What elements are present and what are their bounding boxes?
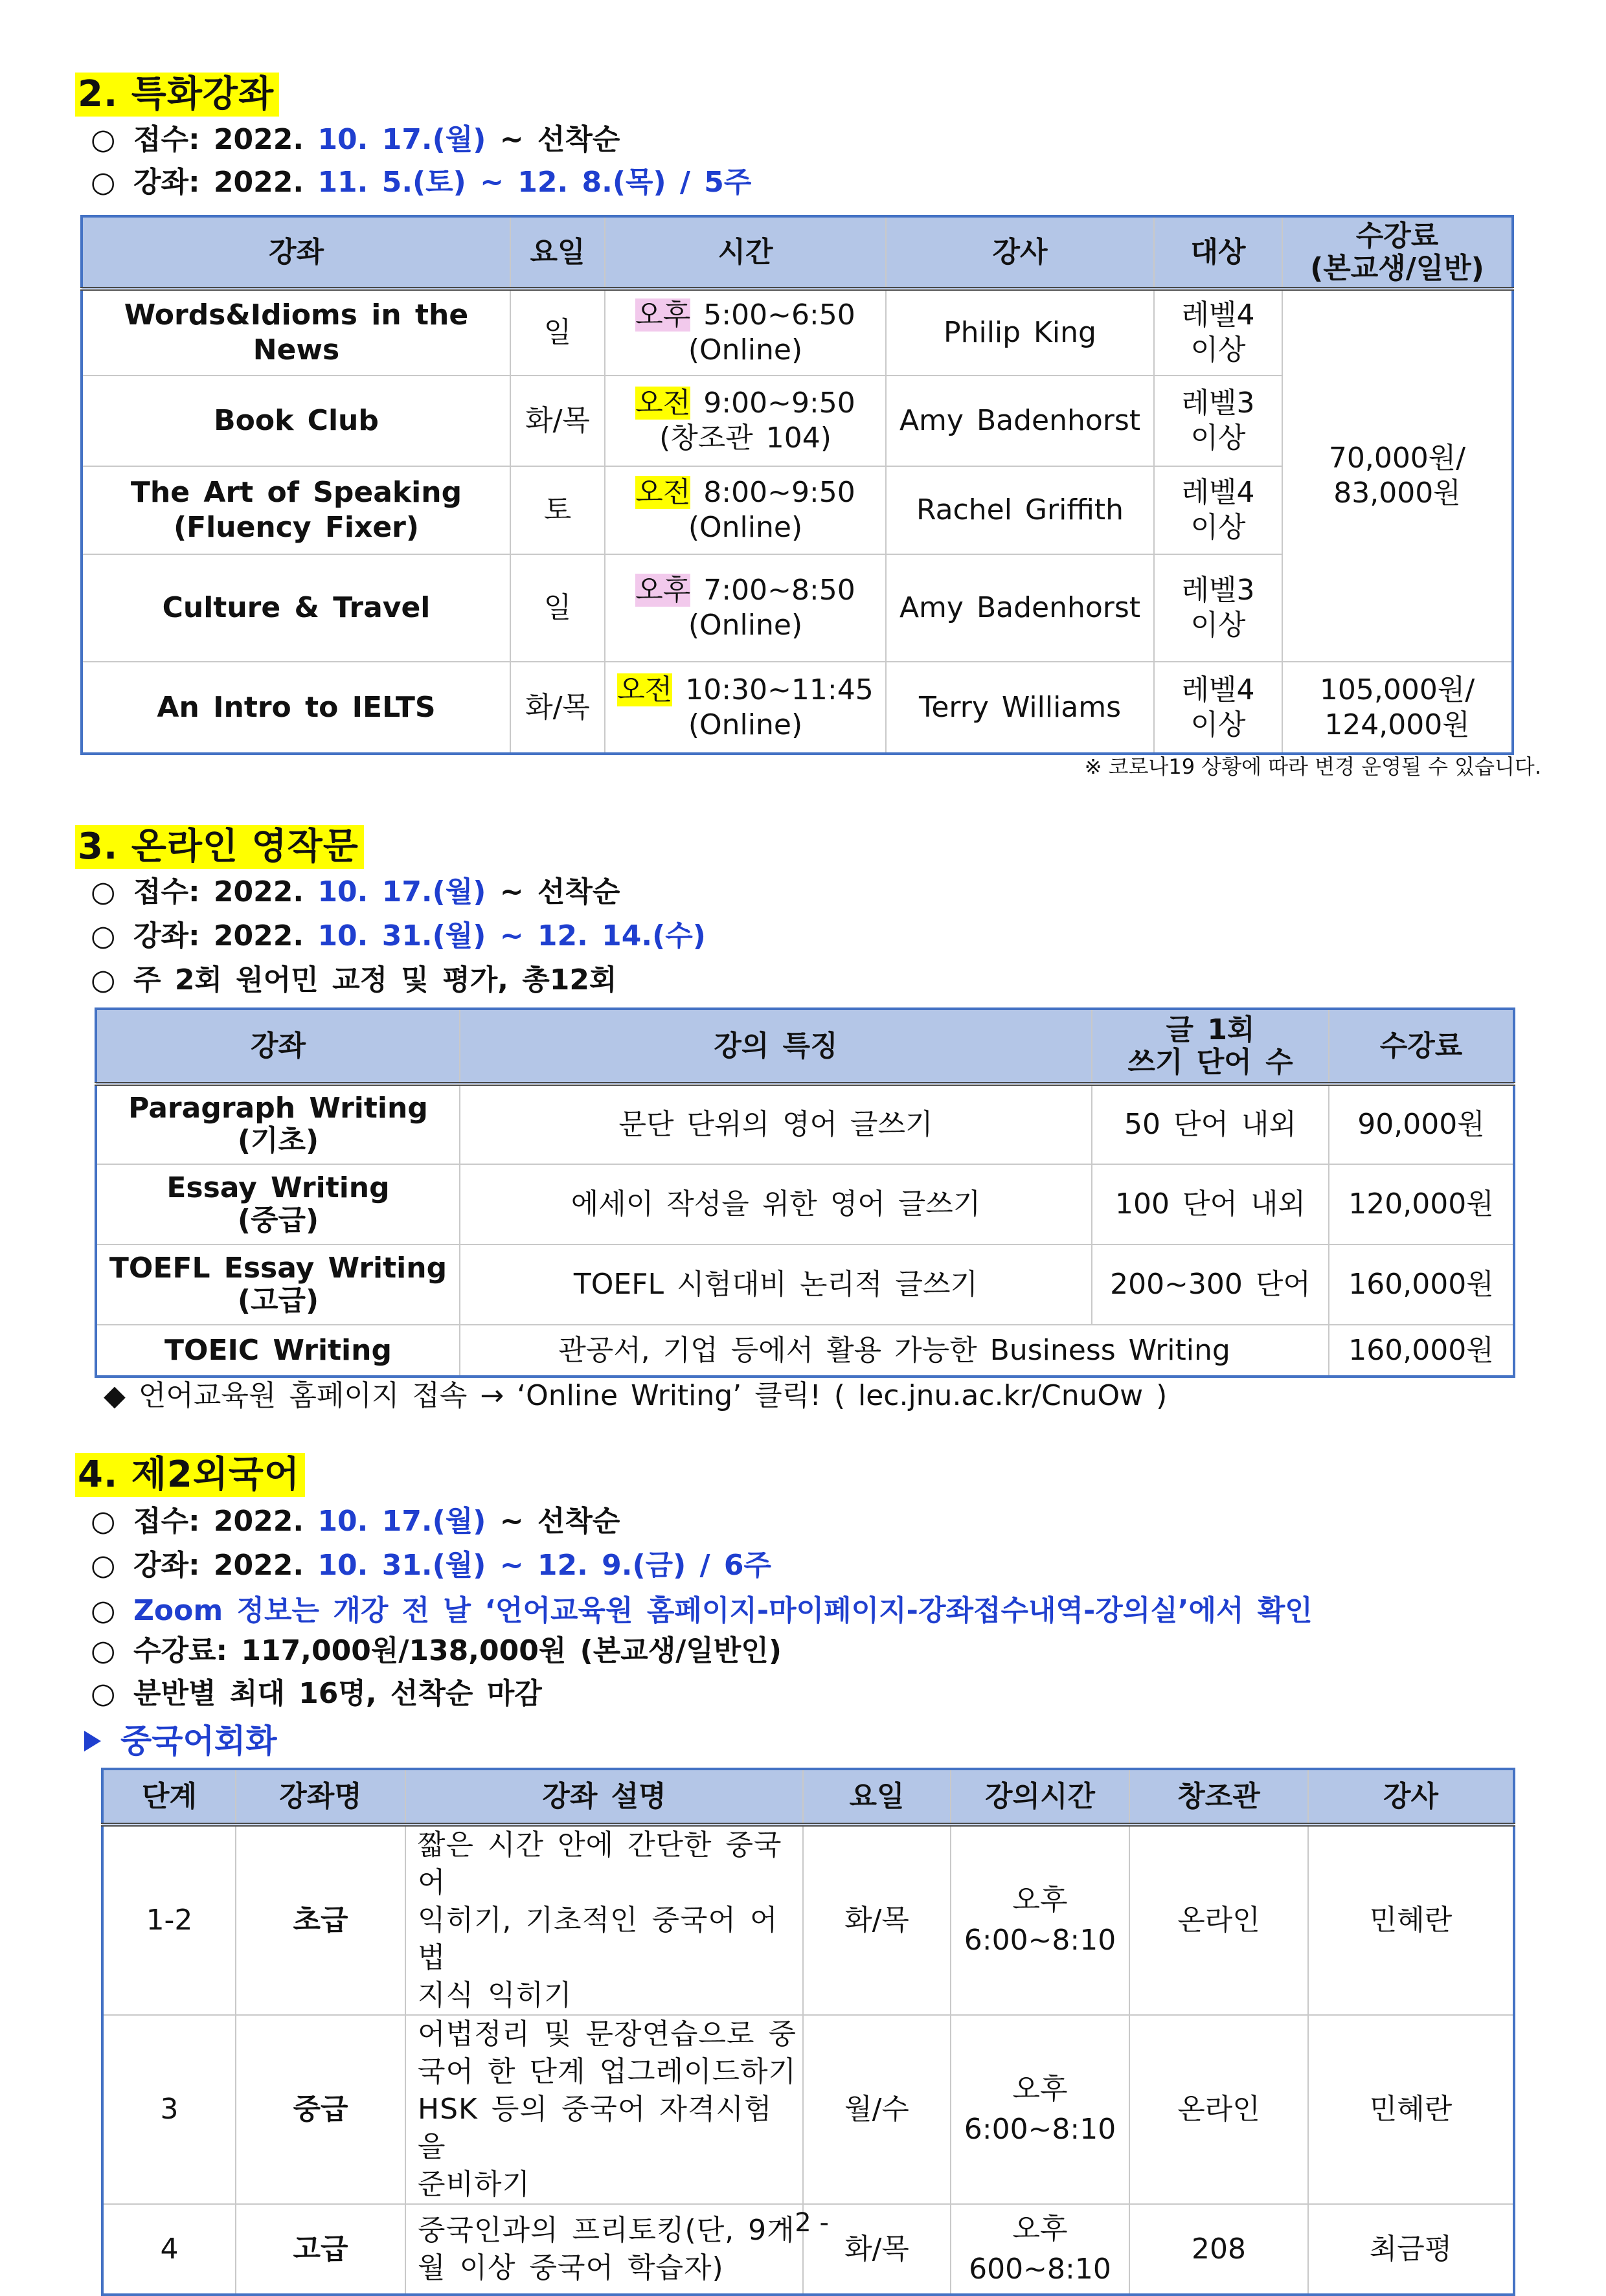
- course-desc: 어법정리 및 문장연습으로 중 국어 한 단계 업그레이드하기 HSK 등의 중국어 자격시험을 준비하기: [405, 2015, 803, 2204]
- s4-info-line: ○ 강좌: 2022. 10. 31.(월) ~ 12. 9.(금) / 6주: [91, 1549, 772, 1582]
- course-target: 레벨3 이상: [1154, 554, 1282, 662]
- col-header: 수강료: [1329, 1009, 1514, 1084]
- course-time: 오후 600~8:10: [951, 2204, 1129, 2295]
- s3-info-line: ○ 강좌: 2022. 10. 31.(월) ~ 12. 14.(수): [91, 919, 706, 952]
- course-day: 화/목: [803, 2204, 951, 2295]
- course-desc: 관공서, 기업 등에서 활용 가능한 Business Writing: [460, 1325, 1329, 1377]
- course-name: 고급: [236, 2204, 405, 2295]
- online-writing-link-line[interactable]: ◆ 언어교육원 홈페이지 접속 → ‘Online Writing’ 클릭! ( lec.jnu.ac.kr/CnuOw ): [104, 1379, 1168, 1412]
- course-teacher: 최금평: [1308, 2204, 1514, 2295]
- course-room: 온라인: [1129, 1825, 1308, 2015]
- section-3-title: 3. 온라인 영작문: [75, 825, 364, 869]
- course-fee: 120,000원: [1329, 1164, 1514, 1244]
- course-name: The Art of Speaking (Fluency Fixer): [82, 466, 510, 554]
- course-time: 오후 6:00~8:10: [951, 2015, 1129, 2204]
- course-day: 화/목: [803, 1825, 951, 2015]
- col-header: 글 1회 쓰기 단어 수: [1092, 1009, 1329, 1084]
- special-course-table: [80, 215, 1514, 755]
- course-teacher: Rachel Griffith: [886, 466, 1154, 554]
- word-count: 200~300 단어: [1092, 1244, 1329, 1325]
- course-name: An Intro to IELTS: [82, 662, 510, 754]
- col-header: 강사: [886, 216, 1154, 289]
- col-header: 강의 특징: [460, 1009, 1092, 1084]
- page-number: - 2 -: [777, 2208, 829, 2238]
- course-teacher: 민혜란: [1308, 1825, 1514, 2015]
- course-name: TOEFL Essay Writing (고급): [96, 1244, 460, 1325]
- course-day: 일: [510, 289, 605, 376]
- course-target: 레벨4 이상: [1154, 662, 1282, 754]
- course-name: Words&Idioms in the News: [82, 289, 510, 376]
- course-day: 토: [510, 466, 605, 554]
- course-name: Book Club: [82, 376, 510, 466]
- col-header: 요일: [510, 216, 605, 289]
- course-teacher: Amy Badenhorst: [886, 554, 1154, 662]
- col-header: 강좌명: [236, 1769, 405, 1825]
- course-day: 월/수: [803, 2015, 951, 2204]
- col-header: 강좌 설명: [405, 1769, 803, 1825]
- s4-zoom-line: ○ Zoom 정보는 개강 전 날 ‘언어교육원 홈페이지-마이페이지-강좌접수내역-강의실’에서 확인: [91, 1594, 1313, 1627]
- course-fee: 105,000원/ 124,000원: [1282, 662, 1513, 754]
- course-target: 레벨4 이상: [1154, 466, 1282, 554]
- course-desc: TOEFL 시험대비 논리적 글쓰기: [460, 1244, 1092, 1325]
- col-header: 강의시간: [951, 1769, 1129, 1825]
- col-header: 강사: [1308, 1769, 1514, 1825]
- section-4-title: 4. 제2외국어: [75, 1453, 305, 1497]
- course-time: 오전 9:00~9:50 (창조관 104): [605, 376, 886, 466]
- course-teacher: Philip King: [886, 289, 1154, 376]
- course-desc: 중국인과의 프리토킹(단, 9개 월 이상 중국어 학습자): [405, 2204, 803, 2295]
- s3-info-line: ○ 접수: 2022. 10. 17.(월) ~ 선착순: [91, 875, 620, 908]
- course-day: 화/목: [510, 376, 605, 466]
- course-name: TOEIC Writing: [96, 1325, 460, 1377]
- level: 4: [102, 2204, 236, 2295]
- col-header: 강좌: [82, 216, 510, 289]
- table-row: [96, 1244, 1514, 1325]
- course-name: Paragraph Writing (기초): [96, 1084, 460, 1164]
- course-time: 오전 8:00~9:50 (Online): [605, 466, 886, 554]
- covid-note: ※ 코로나19 상황에 따라 변경 운영될 수 있습니다.: [1084, 754, 1541, 779]
- course-name: Essay Writing (중급): [96, 1164, 460, 1244]
- course-fee: 70,000원/ 83,000원: [1282, 289, 1513, 662]
- course-room: 208: [1129, 2204, 1308, 2295]
- course-teacher: Terry Williams: [886, 662, 1154, 754]
- course-time: 오전 10:30~11:45 (Online): [605, 662, 886, 754]
- writing-course-table: [95, 1007, 1515, 1378]
- section-2-title: 2. 특화강좌: [75, 73, 279, 117]
- col-header: 요일: [803, 1769, 951, 1825]
- level: 3: [102, 2015, 236, 2204]
- course-desc: 에세이 작성을 위한 영어 글쓰기: [460, 1164, 1092, 1244]
- course-name: Culture & Travel: [82, 554, 510, 662]
- course-time: 오후 6:00~8:10: [951, 1825, 1129, 2015]
- table-row: [96, 1084, 1514, 1164]
- table-row: [82, 662, 1513, 754]
- table-row: [102, 1825, 1514, 2015]
- col-header: 단계: [102, 1769, 236, 1825]
- course-day: 일: [510, 554, 605, 662]
- table-row: [82, 289, 1513, 376]
- s2-info-line: ○ 강좌: 2022. 11. 5.(토) ~ 12. 8.(목) / 5주: [91, 166, 752, 199]
- level: 1-2: [102, 1825, 236, 2015]
- course-name: 초급: [236, 1825, 405, 2015]
- course-name: 중급: [236, 2015, 405, 2204]
- course-desc: 문단 단위의 영어 글쓰기: [460, 1084, 1092, 1164]
- col-header: 시간: [605, 216, 886, 289]
- table-row: [96, 1164, 1514, 1244]
- col-header: 강좌: [96, 1009, 460, 1084]
- course-desc: 짧은 시간 안에 간단한 중국어 익히기, 기초적인 중국어 어법 지식 익히기: [405, 1825, 803, 2015]
- word-count: 50 단어 내외: [1092, 1084, 1329, 1164]
- course-fee: 160,000원: [1329, 1325, 1514, 1377]
- course-fee: 90,000원: [1329, 1084, 1514, 1164]
- chinese-conversation-heading: 중국어회화: [84, 1721, 277, 1761]
- col-header: 수강료 (본교생/일반): [1282, 216, 1513, 289]
- s4-info-line: ○ 접수: 2022. 10. 17.(월) ~ 선착순: [91, 1505, 620, 1538]
- course-room: 온라인: [1129, 2015, 1308, 2204]
- course-teacher: 민혜란: [1308, 2015, 1514, 2204]
- table-row: [96, 1325, 1514, 1377]
- s2-info-line: ○ 접수: 2022. 10. 17.(월) ~ 선착순: [91, 123, 620, 156]
- s4-fee-line: ○ 수강료: 117,000원/138,000원 (본교생/일반인): [91, 1634, 782, 1667]
- table-row: [102, 2015, 1514, 2204]
- course-time: 오후 5:00~6:50 (Online): [605, 289, 886, 376]
- s4-class-line: ○ 분반별 최대 16명, 선착순 마감: [91, 1677, 542, 1710]
- word-count: 100 단어 내외: [1092, 1164, 1329, 1244]
- course-target: 레벨3 이상: [1154, 376, 1282, 466]
- course-target: 레벨4 이상: [1154, 289, 1282, 376]
- course-time: 오후 7:00~8:50 (Online): [605, 554, 886, 662]
- course-day: 화/목: [510, 662, 605, 754]
- col-header: 창조관: [1129, 1769, 1308, 1825]
- course-fee: 160,000원: [1329, 1244, 1514, 1325]
- course-teacher: Amy Badenhorst: [886, 376, 1154, 466]
- triangle-bullet-icon: [84, 1731, 101, 1751]
- col-header: 대상: [1154, 216, 1282, 289]
- s3-info-line: ○ 주 2회 원어민 교정 및 평가, 총12회: [91, 963, 617, 996]
